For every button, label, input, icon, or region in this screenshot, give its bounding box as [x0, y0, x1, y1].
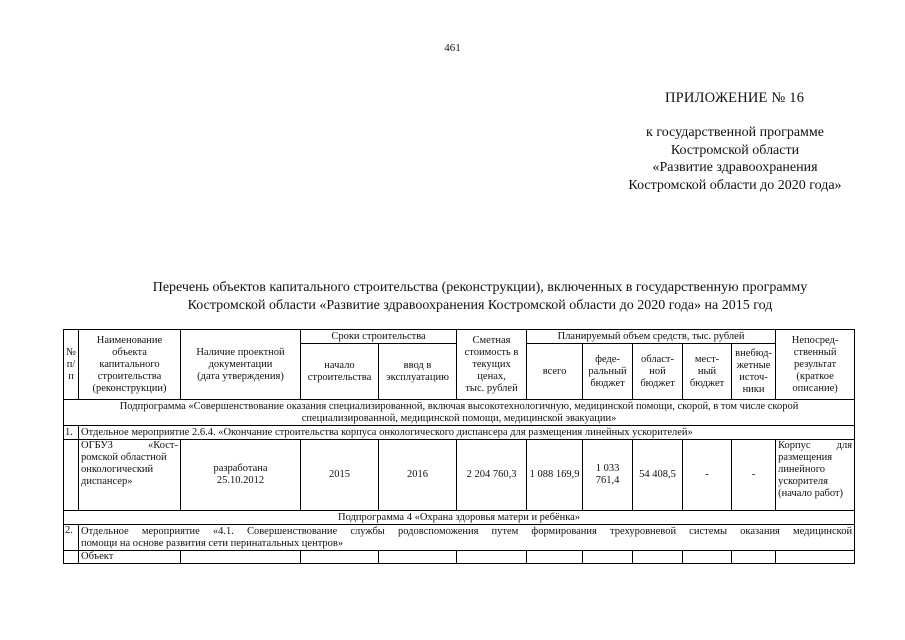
col-header-estimated-cost: Сметная стоимость в текущих ценах, тыс. рублей	[457, 330, 527, 400]
event-row	[64, 525, 855, 551]
col-header-extrabudget: внебюд- жетные источ- ники	[732, 344, 776, 400]
table-row	[64, 551, 855, 564]
row-1-local: -	[683, 440, 732, 511]
program-ref-line: «Развитие здравоохранения	[652, 160, 818, 175]
subprogram-4: Подпрограмма 4 «Охрана здоровья матери и ребёнка»	[64, 511, 855, 525]
row-2-empty-cell	[732, 551, 776, 564]
program-ref-line: Костромской области	[670, 142, 800, 158]
col-header-project-docs: Наличие проектной документации (дата утверждения)	[181, 330, 301, 400]
row-2-empty-cell	[683, 551, 732, 564]
row-1-total: 1 088 169,9	[527, 440, 583, 511]
row-2-empty-cell	[527, 551, 583, 564]
event-1-text: Отдельное мероприятие 2.6.4. «Окончание строительства корпуса онкологического диспансера для размещения линейных ускорителей»	[79, 426, 855, 440]
subprogram-row	[64, 511, 855, 525]
col-header-construction-period: Сроки строительства	[301, 330, 457, 344]
subprogram-row	[64, 400, 855, 426]
row-2-num-cell	[64, 551, 79, 564]
subprogram-1: Подпрограмма «Совершенствование оказания специализированной, включая высокотехнологичную, медицинской помощи, скорой, в том числе скорой специализированной, медицинской помощи, медицинской эвакуации»	[64, 400, 855, 426]
row-1-object-name: ОГБУЗ «Кост- ромской областной онкологический диспансер»	[79, 440, 181, 511]
row-1-num-cell	[64, 440, 79, 511]
col-header-total: всего	[527, 344, 583, 400]
appendix-title: ПРИЛОЖЕНИЕ № 16	[665, 90, 805, 106]
event-2-num: 2.	[64, 525, 79, 551]
col-header-regional: област- ной бюджет	[633, 344, 683, 400]
row-1-estimated-cost: 2 204 760,3	[457, 440, 527, 511]
event-2-text: Отдельное мероприятие «4.1. Совершенствование службы родовспоможения путем формирования трехуровневой системы оказания медицинской помощи на основе развития сети перинатальных центров»	[79, 525, 855, 551]
col-header-result: Непосред- ственный результат (краткое описание)	[776, 330, 855, 400]
event-1-num: 1.	[64, 426, 79, 440]
row-2-empty-cell	[379, 551, 457, 564]
row-1-start: 2015	[301, 440, 379, 511]
row-2-empty-cell	[457, 551, 527, 564]
row-1-project-docs: разработана 25.10.2012	[181, 440, 301, 511]
table-row	[64, 440, 855, 511]
row-2-empty-cell	[776, 551, 855, 564]
col-header-planned-funds: Планируемый объем средств, тыс. рублей	[527, 330, 776, 344]
row-2-empty-cell	[181, 551, 301, 564]
col-header-num: № п/ п	[64, 330, 79, 400]
title-line: Костромской области «Развитие здравоохранения Костромской области до 2020 года» на 2015 год	[187, 297, 773, 313]
page-number: 461	[444, 42, 461, 54]
row-2-empty-cell	[301, 551, 379, 564]
row-1-extrabudget: -	[732, 440, 776, 511]
col-header-start: начало строительства	[301, 344, 379, 400]
program-ref-line: Костромской области до 2020 года»	[628, 177, 842, 193]
row-1-commissioning: 2016	[379, 440, 457, 511]
col-header-federal: феде- ральный бюджет	[583, 344, 633, 400]
document-title	[80, 279, 880, 314]
header-row-1	[64, 330, 855, 344]
col-header-commissioning: ввод в эксплуатацию	[379, 344, 457, 400]
row-1-result: Корпус для размещения линейного ускорителя (начало работ)	[776, 440, 855, 511]
program-reference	[600, 124, 870, 194]
program-ref-line: к государственной программе	[646, 125, 824, 140]
event-row	[64, 426, 855, 440]
row-1-federal: 1 033 761,4	[583, 440, 633, 511]
row-2-empty-cell	[583, 551, 633, 564]
col-header-object-name: Наименование объекта капитального строительства (реконструкции)	[79, 330, 181, 400]
capital-objects-table	[63, 329, 855, 564]
row-2-empty-cell	[633, 551, 683, 564]
title-line: Перечень объектов капитального строительства (реконструкции), включенных в государственную программу	[152, 280, 808, 295]
col-header-local: мест- ный бюджет	[683, 344, 732, 400]
row-1-regional: 54 408,5	[633, 440, 683, 511]
row-2-object-name: Объект	[79, 551, 181, 564]
